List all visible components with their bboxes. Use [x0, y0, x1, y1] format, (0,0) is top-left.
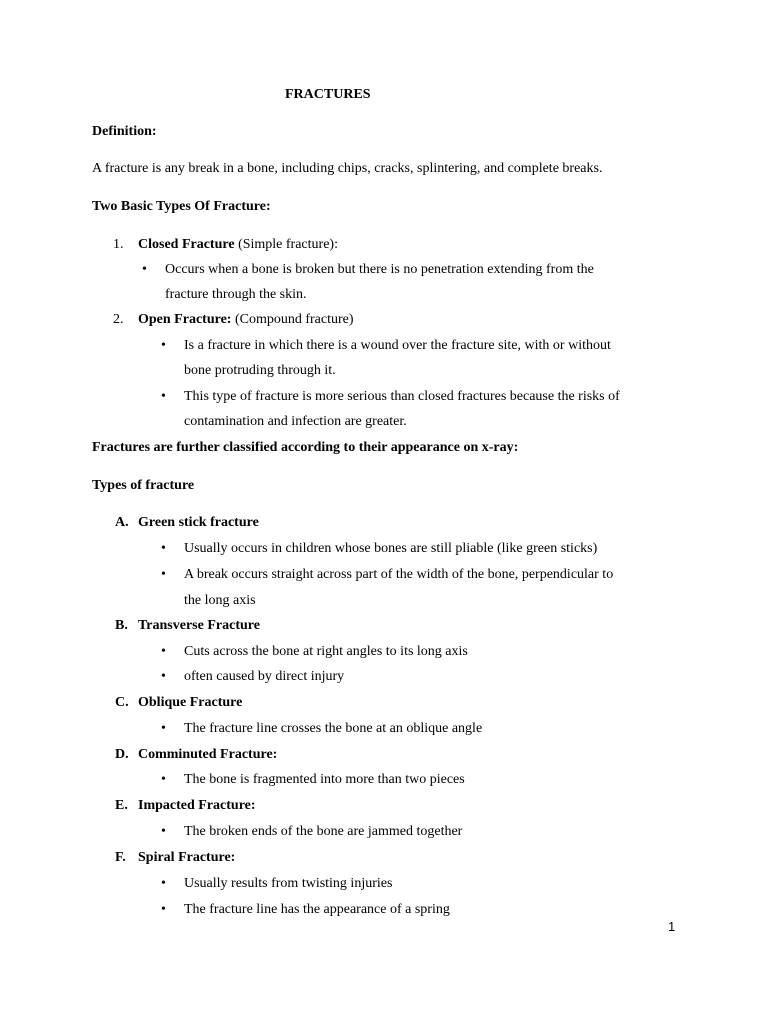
bullet-text: The bone is fragmented into more than two pieces — [184, 772, 465, 787]
basic-types-heading: Two Basic Types Of Fracture: — [92, 199, 271, 214]
bullet-text: Occurs when a bone is broken but there is no penetration extending from the — [165, 262, 594, 277]
type-letter: B. — [115, 618, 128, 633]
bullet-glyph: • — [161, 669, 166, 684]
type-letter: F. — [115, 850, 126, 865]
bullet-text: The fracture line has the appearance of a spring — [184, 902, 450, 917]
type-name: Transverse Fracture — [138, 618, 260, 633]
bullet-glyph: • — [142, 262, 147, 277]
list-number: 1. — [113, 237, 124, 252]
type-letter: A. — [115, 515, 129, 530]
type-name: Oblique Fracture — [138, 695, 243, 710]
type-name: Spiral Fracture: — [138, 850, 236, 865]
bullet-text: The broken ends of the bone are jammed together — [184, 824, 463, 839]
closed-fracture-name: Closed Fracture — [138, 237, 235, 252]
type-letter: D. — [115, 747, 129, 762]
closed-fracture-item — [113, 236, 338, 254]
bullet-text: Usually results from twisting injuries — [184, 876, 393, 891]
open-fracture-note: (Compound fracture) — [231, 312, 354, 327]
bullet-text: fracture through the skin. — [165, 287, 307, 302]
bullet-text: The fracture line crosses the bone at an oblique angle — [184, 721, 483, 736]
bullet-glyph: • — [161, 567, 166, 582]
types-heading: Types of fracture — [92, 478, 195, 493]
bullet-text: Is a fracture in which there is a wound over the fracture site, with or without — [184, 338, 611, 353]
bullet-glyph: • — [161, 389, 166, 404]
bullet-glyph: • — [161, 902, 166, 917]
bullet-text: contamination and infection are greater. — [184, 414, 407, 429]
definition-text: A fracture is any break in a bone, including chips, cracks, splintering, and complete breaks. — [92, 161, 603, 176]
definition-heading: Definition: — [92, 124, 157, 139]
type-letter: E. — [115, 798, 128, 813]
bullet-text: bone protruding through it. — [184, 363, 336, 378]
closed-fracture-note: (Simple fracture): — [234, 237, 338, 252]
bullet-glyph: • — [161, 772, 166, 787]
classification-heading: Fractures are further classified according to their appearance on x-ray: — [92, 440, 519, 455]
page-number: 1 — [668, 919, 676, 934]
bullet-text: Usually occurs in children whose bones are still pliable (like green sticks) — [184, 541, 598, 556]
type-name: Green stick fracture — [138, 515, 259, 530]
bullet-text: often caused by direct injury — [184, 669, 345, 684]
bullet-glyph: • — [161, 824, 166, 839]
bullet-text: A break occurs straight across part of the width of the bone, perpendicular to — [184, 567, 614, 582]
page-title: FRACTURES — [285, 87, 371, 102]
bullet-glyph: • — [161, 541, 166, 556]
list-number: 2. — [113, 312, 124, 327]
bullet-glyph: • — [161, 644, 166, 659]
bullet-text: This type of fracture is more serious than closed fractures because the risks of — [184, 389, 620, 404]
bullet-glyph: • — [161, 338, 166, 353]
open-fracture-item — [113, 311, 354, 329]
type-name: Impacted Fracture: — [138, 798, 256, 813]
type-letter: C. — [115, 695, 129, 710]
open-fracture-name: Open Fracture: — [138, 312, 232, 327]
type-name: Comminuted Fracture: — [138, 747, 278, 762]
bullet-text: Cuts across the bone at right angles to its long axis — [184, 644, 468, 659]
bullet-glyph: • — [161, 721, 166, 736]
bullet-text: the long axis — [184, 593, 256, 608]
bullet-glyph: • — [161, 876, 166, 891]
